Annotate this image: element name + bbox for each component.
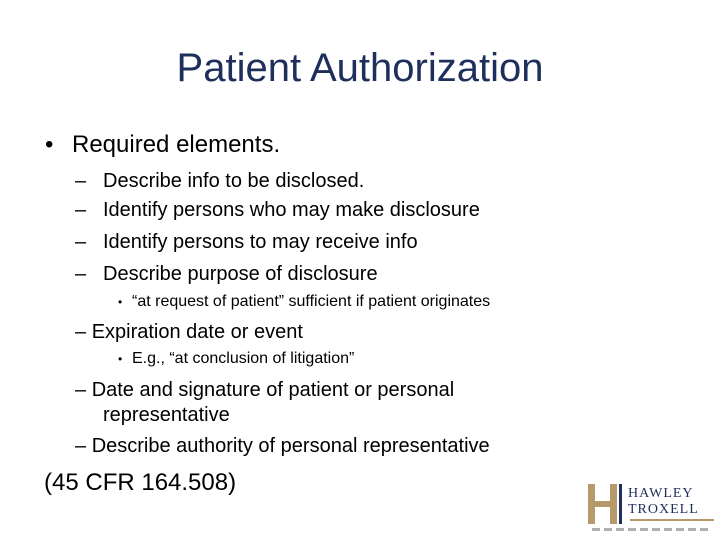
- sub-item-text: representative: [103, 404, 230, 426]
- sub-item-identify-makers: [75, 198, 480, 222]
- sub-sub-item-text: E.g., “at conclusion of litigation”: [132, 350, 355, 367]
- sub-item-describe-info: [75, 169, 365, 193]
- hawley-troxell-logo: [586, 480, 716, 536]
- sub-sub-item-example: [118, 349, 355, 369]
- sub-sub-item-text: “at request of patient” sufficient if patient originates: [132, 293, 491, 310]
- sub-item-text: Expiration date or event: [91, 321, 303, 343]
- logo-h-mark-icon: [586, 482, 626, 526]
- sub-item-text: Describe purpose of disclosure: [103, 263, 378, 285]
- dash-glyph: –: [75, 231, 87, 253]
- sub-item-date-signature-cont: [103, 403, 230, 427]
- sub-item-expiration: [75, 320, 303, 344]
- sub-item-authority: [75, 434, 490, 458]
- sub-sub-item-request: [118, 292, 491, 312]
- sub-item-text: Identify persons who may make disclosure: [103, 199, 480, 221]
- bullet-required-elements: [45, 131, 281, 159]
- dash-glyph: –: [75, 379, 87, 401]
- bullet-text: Required elements.: [72, 131, 281, 158]
- sub-item-identify-receivers: [75, 230, 418, 254]
- logo-word-hawley: HAWLEY: [628, 486, 694, 501]
- logo-locations-line: [592, 528, 712, 531]
- sub-item-date-signature: [75, 378, 454, 402]
- logo-tagline-rule: [630, 519, 714, 521]
- sub-item-text: Date and signature of patient or personal: [91, 379, 455, 401]
- citation: (45 CFR 164.508): [44, 469, 237, 496]
- dash-glyph: –: [75, 435, 87, 457]
- bullet-glyph: •: [118, 352, 123, 366]
- logo-word-troxell: TROXELL: [628, 502, 699, 517]
- slide-title: Patient Authorization: [176, 46, 544, 90]
- bullet-glyph: •: [45, 131, 54, 158]
- dash-glyph: –: [75, 199, 87, 221]
- dash-glyph: –: [75, 170, 87, 192]
- sub-item-describe-purpose: [75, 262, 378, 286]
- dash-glyph: –: [75, 321, 87, 343]
- bullet-glyph: •: [118, 295, 123, 309]
- dash-glyph: –: [75, 263, 87, 285]
- sub-item-text: Identify persons to may receive info: [103, 231, 418, 253]
- sub-item-text: Describe info to be disclosed.: [103, 170, 365, 192]
- sub-item-text: Describe authority of personal representative: [91, 435, 490, 457]
